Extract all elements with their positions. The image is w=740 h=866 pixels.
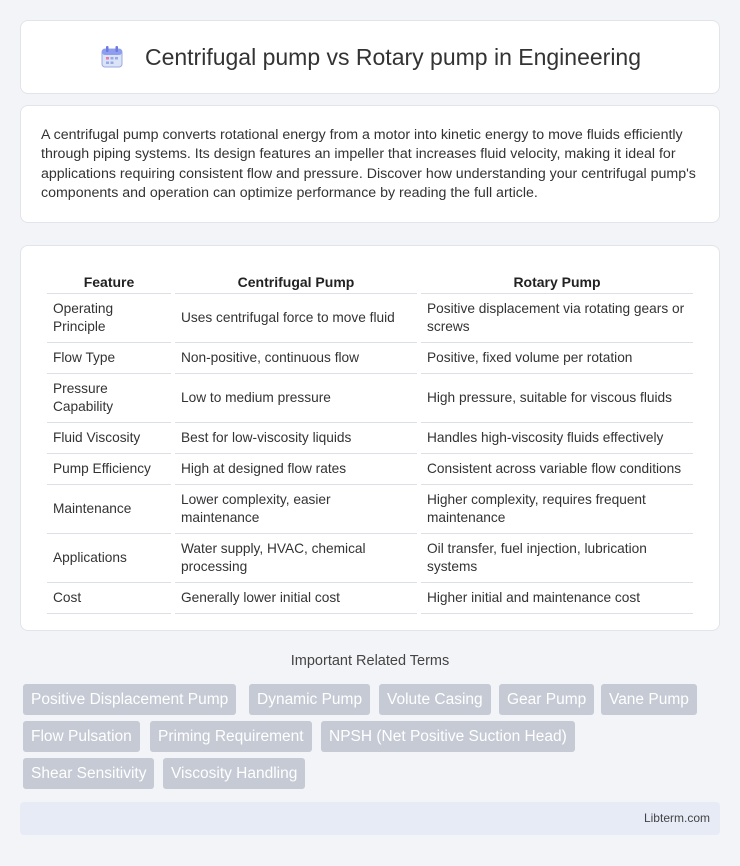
page-title: Centrifugal pump vs Rotary pump in Engineering (144, 43, 642, 70)
term-tag[interactable]: Volute Casing (379, 684, 491, 715)
centrifugal-cell: Low to medium pressure (175, 374, 417, 423)
header-rotary: Rotary Pump (421, 266, 693, 294)
rotary-cell: Handles high-viscosity fluids effectively (421, 423, 693, 454)
centrifugal-cell: Lower complexity, easier maintenance (175, 485, 417, 534)
term-tag[interactable]: NPSH (Net Positive Suction Head) (321, 721, 575, 752)
rotary-cell: Positive, fixed volume per rotation (421, 343, 693, 374)
feature-cell: Applications (47, 534, 171, 583)
feature-cell: Operating Principle (47, 294, 171, 343)
table-row (47, 583, 693, 614)
term-tag[interactable]: Priming Requirement (150, 721, 312, 752)
term-tag[interactable]: Dynamic Pump (249, 684, 370, 715)
header-feature: Feature (47, 266, 171, 294)
comparison-card (20, 245, 720, 631)
feature-cell: Flow Type (47, 343, 171, 374)
table-row (47, 454, 693, 485)
feature-cell: Pump Efficiency (47, 454, 171, 485)
rotary-cell: Consistent across variable flow conditions (421, 454, 693, 485)
table-row (47, 485, 693, 534)
term-tag[interactable]: Positive Displacement Pump (23, 684, 236, 715)
rotary-cell: Oil transfer, fuel injection, lubrication systems (421, 534, 693, 583)
centrifugal-cell: Non-positive, continuous flow (175, 343, 417, 374)
intro-text: A centrifugal pump converts rotational energy from a motor into kinetic energy to move fluids efficiently through piping systems. Its design features an impeller that increases fluid velocity, making it ideal for applications requiring consistent flow and pressure. Discover how understanding your centrifugal pump's components and operation can optimize performance by reading the full article. (41, 127, 696, 202)
table-row (47, 374, 693, 423)
term-tag[interactable]: Flow Pulsation (23, 721, 140, 752)
rotary-cell: Higher initial and maintenance cost (421, 583, 693, 614)
rotary-cell: Higher complexity, requires frequent maintenance (421, 485, 693, 534)
comparison-table (43, 266, 697, 614)
feature-cell: Cost (47, 583, 171, 614)
footer (20, 802, 720, 835)
calendar-icon (99, 44, 125, 70)
table-row (47, 423, 693, 454)
related-terms-heading: Important Related Terms (290, 653, 450, 669)
centrifugal-cell: Best for low-viscosity liquids (175, 423, 417, 454)
table-row (47, 534, 693, 583)
table-row (47, 343, 693, 374)
term-tag[interactable]: Shear Sensitivity (23, 758, 154, 789)
term-tag[interactable]: Gear Pump (499, 684, 594, 715)
centrifugal-cell: High at designed flow rates (175, 454, 417, 485)
centrifugal-cell: Generally lower initial cost (175, 583, 417, 614)
feature-cell: Fluid Viscosity (47, 423, 171, 454)
term-tag[interactable]: Viscosity Handling (163, 758, 305, 789)
centrifugal-cell: Water supply, HVAC, chemical processing (175, 534, 417, 583)
feature-cell: Pressure Capability (47, 374, 171, 423)
term-tag[interactable]: Vane Pump (601, 684, 697, 715)
title-card (20, 20, 720, 94)
intro-card (20, 105, 720, 223)
header-centrifugal: Centrifugal Pump (175, 266, 417, 294)
centrifugal-cell: Uses centrifugal force to move fluid (175, 294, 417, 343)
table-row (47, 294, 693, 343)
rotary-cell: Positive displacement via rotating gears or screws (421, 294, 693, 343)
footer-link[interactable]: Libterm.com (643, 811, 710, 825)
feature-cell: Maintenance (47, 485, 171, 534)
rotary-cell: High pressure, suitable for viscous fluids (421, 374, 693, 423)
